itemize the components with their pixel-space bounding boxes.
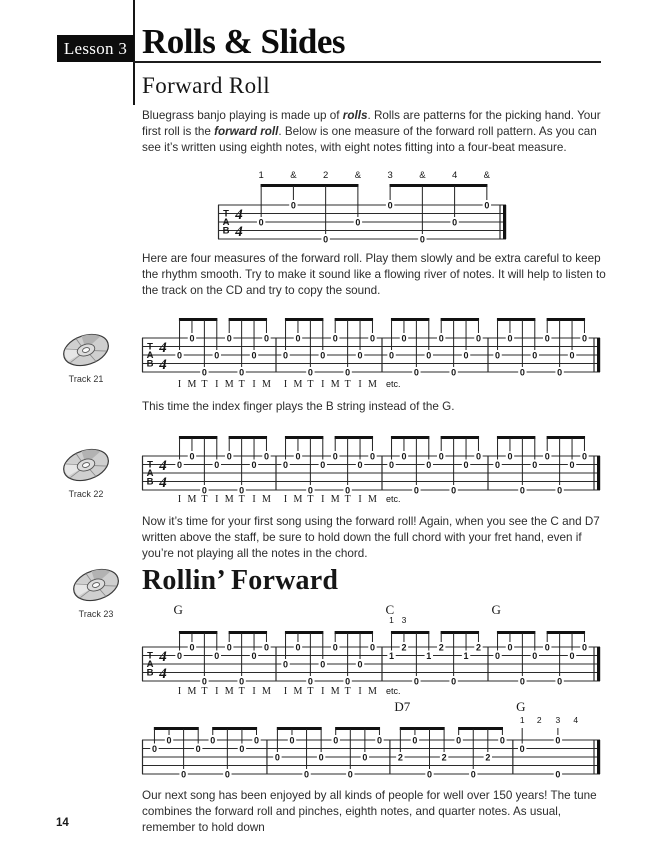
svg-text:0: 0: [214, 350, 220, 361]
svg-text:2: 2: [397, 752, 403, 763]
svg-text:etc.: etc.: [386, 379, 401, 389]
svg-text:1: 1: [519, 715, 525, 725]
svg-text:0: 0: [177, 459, 183, 470]
svg-text:0: 0: [318, 752, 324, 763]
track-21-block: [57, 329, 115, 384]
svg-text:I: I: [177, 379, 182, 390]
svg-text:T: T: [201, 494, 208, 505]
svg-text:T: T: [201, 686, 208, 697]
svg-text:2: 2: [475, 642, 481, 653]
svg-text:0: 0: [295, 451, 301, 462]
svg-text:0: 0: [295, 642, 301, 653]
svg-text:0: 0: [532, 350, 538, 361]
svg-text:0: 0: [226, 642, 232, 653]
svg-text:A: A: [146, 350, 154, 362]
svg-text:I: I: [358, 686, 362, 697]
svg-text:G: G: [173, 602, 183, 617]
svg-text:T: T: [307, 379, 314, 390]
svg-text:0: 0: [332, 642, 338, 653]
svg-text:M: M: [293, 494, 303, 505]
svg-text:I: I: [215, 686, 219, 697]
svg-text:2: 2: [322, 170, 329, 181]
svg-text:0: 0: [401, 333, 407, 344]
svg-text:0: 0: [557, 485, 563, 496]
svg-text:T: T: [344, 686, 351, 697]
track-22-label: Track 22: [68, 489, 104, 499]
svg-text:G: G: [491, 602, 501, 617]
svg-text:T: T: [307, 494, 314, 505]
svg-text:0: 0: [451, 367, 457, 378]
svg-text:0: 0: [369, 451, 375, 462]
svg-text:3: 3: [555, 715, 561, 725]
svg-text:4: 4: [573, 715, 579, 725]
svg-text:0: 0: [239, 485, 245, 496]
svg-text:I: I: [321, 379, 325, 390]
svg-text:M: M: [330, 494, 340, 505]
svg-text:0: 0: [413, 367, 419, 378]
svg-text:T: T: [147, 459, 153, 471]
svg-text:0: 0: [166, 735, 172, 746]
svg-text:0: 0: [239, 743, 245, 754]
svg-text:0: 0: [581, 642, 587, 653]
svg-text:0: 0: [438, 333, 444, 344]
svg-text:4: 4: [235, 207, 243, 223]
svg-text:etc.: etc.: [386, 494, 401, 504]
svg-text:4: 4: [159, 458, 167, 474]
svg-text:0: 0: [251, 650, 257, 661]
svg-text:&: &: [290, 170, 297, 181]
svg-text:T: T: [201, 379, 208, 390]
svg-text:0: 0: [323, 234, 329, 245]
svg-text:T: T: [344, 494, 351, 505]
svg-text:0: 0: [274, 752, 280, 763]
tab-staff-song-line-2: [140, 700, 602, 787]
svg-text:M: M: [187, 686, 197, 697]
svg-text:4: 4: [159, 649, 167, 665]
svg-text:0: 0: [369, 642, 375, 653]
svg-text:T: T: [238, 494, 245, 505]
svg-text:0: 0: [304, 769, 310, 780]
svg-text:0: 0: [451, 676, 457, 687]
svg-text:C: C: [385, 602, 395, 617]
svg-text:I: I: [215, 494, 219, 505]
svg-text:0: 0: [581, 333, 587, 344]
svg-text:I: I: [283, 686, 288, 697]
svg-text:0: 0: [507, 333, 513, 344]
svg-text:0: 0: [426, 350, 432, 361]
svg-text:0: 0: [226, 333, 232, 344]
svg-text:0: 0: [427, 769, 433, 780]
svg-text:0: 0: [177, 350, 183, 361]
svg-text:2: 2: [438, 642, 444, 653]
svg-text:T: T: [147, 341, 153, 353]
svg-text:I: I: [321, 494, 325, 505]
svg-text:0: 0: [290, 200, 296, 211]
svg-text:0: 0: [263, 451, 269, 462]
svg-text:M: M: [187, 379, 197, 390]
svg-text:0: 0: [507, 451, 513, 462]
cd-icon: [58, 358, 114, 375]
svg-text:0: 0: [557, 676, 563, 687]
lesson-badge: [57, 35, 134, 62]
svg-text:0: 0: [263, 333, 269, 344]
svg-text:0: 0: [569, 459, 575, 470]
svg-text:0: 0: [355, 217, 361, 228]
section-heading-forward-roll: Forward Roll: [142, 73, 271, 98]
svg-text:4: 4: [451, 170, 458, 181]
svg-text:0: 0: [251, 350, 257, 361]
svg-text:0: 0: [283, 350, 289, 361]
svg-text:2: 2: [485, 752, 491, 763]
svg-text:0: 0: [345, 367, 351, 378]
svg-text:0: 0: [357, 459, 363, 470]
svg-text:M: M: [262, 494, 271, 505]
svg-text:0: 0: [189, 333, 195, 344]
svg-text:4: 4: [235, 224, 243, 240]
svg-text:I: I: [283, 494, 288, 505]
svg-text:0: 0: [499, 735, 505, 746]
page-title: Rolls & Slides: [142, 22, 346, 61]
svg-text:0: 0: [195, 743, 201, 754]
svg-text:M: M: [262, 379, 271, 390]
svg-text:0: 0: [320, 350, 326, 361]
svg-text:0: 0: [307, 676, 313, 687]
svg-text:0: 0: [557, 367, 563, 378]
svg-text:0: 0: [569, 650, 575, 661]
svg-text:0: 0: [320, 459, 326, 470]
svg-text:0: 0: [544, 642, 550, 653]
svg-text:0: 0: [347, 769, 353, 780]
svg-text:I: I: [252, 494, 256, 505]
svg-text:I: I: [177, 686, 182, 697]
svg-text:A: A: [146, 468, 154, 480]
track-23-label: Track 23: [78, 609, 114, 619]
svg-text:0: 0: [224, 769, 230, 780]
svg-text:0: 0: [295, 333, 301, 344]
svg-text:M: M: [330, 686, 340, 697]
svg-text:0: 0: [544, 333, 550, 344]
svg-text:0: 0: [387, 200, 393, 211]
svg-text:0: 0: [413, 485, 419, 496]
svg-text:0: 0: [463, 350, 469, 361]
svg-text:I: I: [215, 379, 219, 390]
svg-text:etc.: etc.: [386, 686, 401, 696]
svg-text:0: 0: [357, 350, 363, 361]
svg-text:B: B: [146, 358, 154, 370]
svg-text:0: 0: [555, 769, 561, 780]
tab-staff-track-22: [140, 428, 602, 517]
svg-text:0: 0: [251, 459, 257, 470]
svg-text:2: 2: [401, 642, 407, 653]
svg-text:0: 0: [307, 367, 313, 378]
svg-text:0: 0: [263, 642, 269, 653]
svg-text:0: 0: [333, 735, 339, 746]
svg-text:M: M: [293, 686, 303, 697]
svg-text:0: 0: [419, 234, 425, 245]
svg-text:0: 0: [210, 735, 216, 746]
svg-text:0: 0: [555, 735, 561, 746]
svg-text:0: 0: [519, 485, 525, 496]
svg-text:0: 0: [345, 676, 351, 687]
svg-text:I: I: [358, 379, 362, 390]
svg-text:0: 0: [289, 735, 295, 746]
svg-text:0: 0: [544, 451, 550, 462]
svg-text:0: 0: [475, 451, 481, 462]
svg-text:I: I: [321, 686, 325, 697]
svg-text:0: 0: [507, 642, 513, 653]
page-number: 14: [56, 817, 69, 829]
svg-text:T: T: [238, 686, 245, 697]
svg-text:M: M: [368, 494, 377, 505]
paragraph-first-song: Now it’s time for your first song using the forward roll! Again, when you see the C and D7 written above the staff, be sure to hold down the full chord with your fret hand, even if you’re not playing all the notes in the chord.: [142, 515, 600, 561]
svg-text:0: 0: [495, 459, 501, 470]
svg-text:0: 0: [181, 769, 187, 780]
paragraph-index-b-string: This time the index finger plays the B string instead of the G.: [142, 400, 455, 413]
svg-text:0: 0: [452, 217, 458, 228]
svg-text:0: 0: [258, 217, 264, 228]
svg-text:4: 4: [159, 357, 167, 373]
svg-text:0: 0: [470, 769, 476, 780]
paragraph-next-song: Our next song has been enjoyed by all kinds of people for well over 150 years! The tune combines the forward roll and pinches, eighth notes, and quarter notes. As usual, remember to hold down: [142, 789, 597, 835]
svg-text:0: 0: [519, 676, 525, 687]
svg-text:0: 0: [519, 743, 525, 754]
svg-text:1: 1: [258, 170, 264, 181]
svg-text:0: 0: [332, 333, 338, 344]
svg-text:3: 3: [401, 615, 407, 625]
svg-text:G: G: [516, 700, 526, 714]
svg-text:T: T: [147, 650, 153, 662]
cd-icon: [58, 473, 114, 490]
paragraph-four-measures: Here are four measures of the forward roll. Play them slowly and be extra careful to keep the rhythm smooth. Try to make it sound like a flowing river of notes. It will help to listen to the track on the CD and try to copy the sound.: [142, 252, 606, 298]
svg-text:0: 0: [456, 735, 462, 746]
svg-text:0: 0: [201, 485, 207, 496]
song-title: Rollin’ Forward: [142, 565, 339, 596]
track-22-block: [57, 444, 115, 499]
svg-text:T: T: [238, 379, 245, 390]
svg-text:0: 0: [177, 650, 183, 661]
svg-text:0: 0: [475, 333, 481, 344]
svg-text:T: T: [223, 208, 229, 220]
svg-text:I: I: [177, 494, 182, 505]
svg-text:4: 4: [159, 666, 167, 682]
svg-text:0: 0: [413, 676, 419, 687]
svg-text:4: 4: [159, 340, 167, 356]
svg-text:M: M: [187, 494, 197, 505]
track-23-block: [67, 564, 125, 619]
tab-staff-forward-roll-pattern: [216, 165, 508, 250]
svg-text:3: 3: [387, 170, 393, 181]
tab-staff-song-line-1: [140, 601, 602, 706]
svg-text:0: 0: [389, 350, 395, 361]
svg-text:0: 0: [532, 459, 538, 470]
svg-text:0: 0: [189, 642, 195, 653]
svg-text:I: I: [252, 686, 256, 697]
svg-text:0: 0: [438, 451, 444, 462]
svg-text:1: 1: [463, 650, 469, 661]
svg-text:0: 0: [362, 752, 368, 763]
svg-text:T: T: [344, 379, 351, 390]
svg-text:0: 0: [426, 459, 432, 470]
svg-text:0: 0: [357, 659, 363, 670]
svg-text:M: M: [368, 686, 377, 697]
svg-text:M: M: [224, 494, 234, 505]
svg-text:B: B: [146, 667, 154, 679]
svg-text:2: 2: [441, 752, 447, 763]
svg-text:0: 0: [495, 650, 501, 661]
svg-text:0: 0: [345, 485, 351, 496]
svg-text:A: A: [222, 217, 230, 229]
svg-text:0: 0: [389, 459, 395, 470]
svg-text:4: 4: [159, 475, 167, 491]
svg-text:0: 0: [376, 735, 382, 746]
svg-text:0: 0: [151, 743, 157, 754]
svg-text:M: M: [224, 379, 234, 390]
svg-text:&: &: [354, 170, 362, 181]
svg-text:M: M: [262, 686, 271, 697]
svg-text:1: 1: [389, 615, 394, 625]
svg-text:1: 1: [426, 650, 432, 661]
svg-text:&: &: [419, 170, 426, 181]
tab-staff-track-21: [140, 310, 602, 399]
svg-text:0: 0: [451, 485, 457, 496]
svg-text:0: 0: [214, 459, 220, 470]
svg-text:M: M: [293, 379, 303, 390]
svg-text:B: B: [222, 225, 230, 237]
svg-text:0: 0: [253, 735, 260, 746]
svg-text:0: 0: [412, 735, 418, 746]
svg-text:I: I: [358, 494, 362, 505]
svg-text:0: 0: [189, 451, 195, 462]
svg-text:0: 0: [569, 350, 575, 361]
svg-text:0: 0: [532, 650, 538, 661]
svg-text:0: 0: [239, 676, 245, 687]
svg-text:0: 0: [484, 200, 490, 211]
svg-text:&: &: [483, 170, 491, 181]
svg-text:0: 0: [495, 350, 501, 361]
svg-text:0: 0: [401, 451, 407, 462]
title-underline-rule: [133, 61, 601, 63]
svg-text:0: 0: [283, 659, 289, 670]
svg-text:A: A: [146, 659, 154, 671]
svg-text:M: M: [330, 379, 340, 390]
paragraph-intro: Bluegrass banjo playing is made up of rolls. Rolls are patterns for the picking hand. Your first roll is the forward roll. Below is one measure of the forward roll pattern. As you can see it’s written using eighth notes, with eight notes fitting into a four-beat measure.: [142, 109, 601, 155]
svg-text:0: 0: [226, 451, 232, 462]
svg-text:0: 0: [581, 451, 587, 462]
svg-text:0: 0: [369, 333, 375, 344]
svg-text:0: 0: [519, 367, 525, 378]
cd-icon: [68, 593, 124, 610]
svg-text:B: B: [146, 476, 154, 488]
svg-text:0: 0: [332, 451, 338, 462]
svg-text:0: 0: [201, 676, 207, 687]
svg-text:0: 0: [307, 485, 313, 496]
lesson-badge-label: Lesson 3: [63, 38, 128, 58]
track-21-label: Track 21: [68, 374, 104, 384]
svg-text:0: 0: [239, 367, 245, 378]
svg-text:0: 0: [320, 659, 326, 670]
svg-text:0: 0: [463, 459, 469, 470]
svg-text:0: 0: [214, 650, 220, 661]
svg-text:M: M: [224, 686, 234, 697]
svg-text:0: 0: [201, 367, 207, 378]
svg-text:T: T: [307, 686, 314, 697]
svg-text:M: M: [368, 379, 377, 390]
svg-text:0: 0: [283, 459, 289, 470]
svg-text:2: 2: [536, 715, 542, 725]
svg-text:1: 1: [389, 650, 395, 661]
svg-text:D7: D7: [394, 700, 411, 714]
svg-text:I: I: [283, 379, 288, 390]
svg-text:I: I: [252, 379, 256, 390]
